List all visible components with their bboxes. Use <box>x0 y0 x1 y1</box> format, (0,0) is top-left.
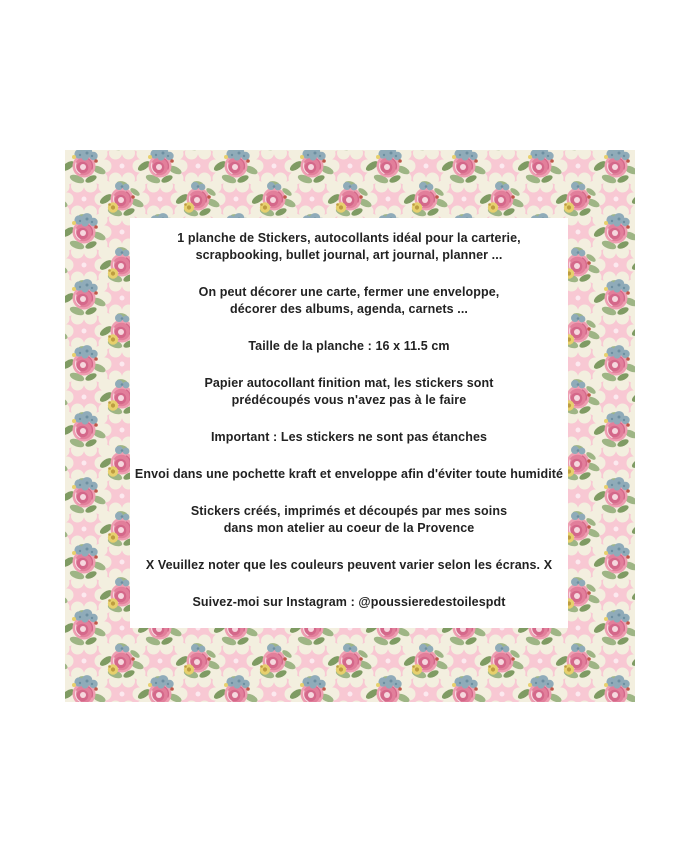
paragraph-shipping <box>95 466 603 483</box>
paragraph-product <box>95 230 603 264</box>
paragraph-colors-note <box>95 557 603 574</box>
description-line: X Veuillez noter que les couleurs peuvent varier selon les écrans. X <box>145 558 553 572</box>
paragraph-handmade <box>95 503 603 537</box>
description-line: scrapbooking, bullet journal, art journal, planner ... <box>195 248 503 262</box>
description-line: décorer des albums, agenda, carnets ... <box>229 302 469 316</box>
description-line: Important : Les stickers ne sont pas étanches <box>210 430 488 444</box>
description-line: Envoi dans une pochette kraft et enveloppe afin d'éviter toute humidité <box>134 467 564 481</box>
instagram-line: Suivez-moi sur Instagram : @poussieredestoilespdt <box>192 595 506 609</box>
paragraph-important <box>95 429 603 446</box>
description-panel <box>130 218 568 628</box>
description-line: dans mon atelier au coeur de la Provence <box>223 521 475 535</box>
paragraph-paper <box>95 375 603 409</box>
paragraph-instagram <box>95 594 603 611</box>
paragraph-size <box>95 338 603 355</box>
description-line: Papier autocollant finition mat, les stickers sont <box>204 376 494 390</box>
description-line: On peut décorer une carte, fermer une enveloppe, <box>198 285 500 299</box>
paragraph-uses <box>95 284 603 318</box>
description-line: prédécoupés vous n'avez pas à le faire <box>231 393 467 407</box>
description-text <box>95 230 603 611</box>
description-line: Stickers créés, imprimés et découpés par mes soins <box>190 504 508 518</box>
description-line: Taille de la planche : 16 x 11.5 cm <box>248 339 450 353</box>
description-line: 1 planche de Stickers, autocollants idéal pour la carterie, <box>177 231 521 245</box>
